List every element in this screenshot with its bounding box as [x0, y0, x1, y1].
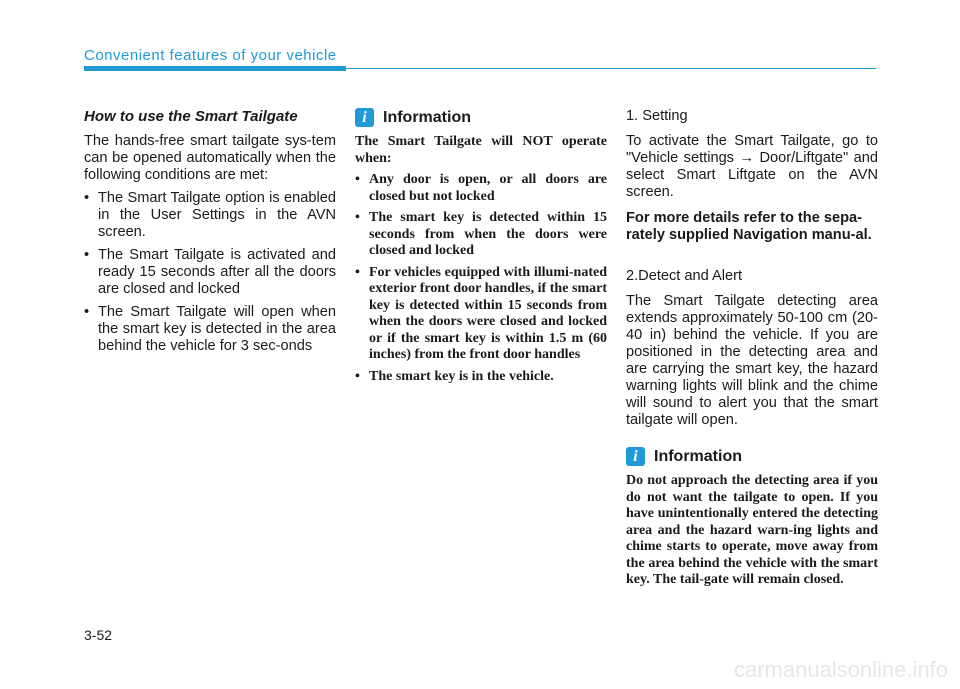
list-item-text: The Smart Tailgate option is enabled in the User Settings in the AVN screen.	[98, 190, 336, 240]
bullet-icon: •	[84, 247, 90, 263]
list-item-text: Any door is open, or all doors are closed but not locked	[369, 172, 607, 204]
list-item	[355, 265, 607, 364]
subsection-heading: How to use the Smart Tailgate	[84, 108, 298, 125]
information-icon: i	[355, 108, 374, 127]
bullet-icon: •	[84, 190, 90, 206]
bullet-icon: •	[355, 264, 360, 280]
step-2-title: 2.Detect and Alert	[626, 268, 743, 284]
information-header	[355, 108, 607, 127]
list-item-text: The Smart Tailgate will open when the smart key is detected in the area behind the vehicle for 3 sec-onds	[98, 304, 336, 354]
list-item	[355, 210, 607, 260]
watermark: carmanualsonline.info	[733, 657, 948, 682]
information-intro: The Smart Tailgate will NOT operate when:	[355, 134, 607, 166]
information-title: Information	[383, 108, 471, 126]
header-rule-thin	[346, 68, 876, 69]
column-2	[355, 108, 607, 390]
list-item-text: The Smart Tailgate is activated and ready 15 seconds after all the doors are closed and locked	[98, 247, 336, 297]
step-1-title: 1. Setting	[626, 108, 688, 124]
not-operate-list	[355, 172, 607, 385]
section-title: Convenient features of your vehicle	[84, 47, 337, 64]
page-number: 3-52	[84, 627, 113, 643]
list-item-text: The smart key is in the vehicle.	[369, 368, 554, 384]
information-header-2	[626, 447, 878, 466]
step-2-text: The Smart Tailgate detecting area extends approximately 50-100 cm (20-40 in) behind the vehicle. If you are positioned in the detecting area and are carrying the smart key, the hazard warning lights will blink and the chime will sound to alert you that the smart tailgate will open.	[626, 293, 878, 428]
information-title: Information	[654, 447, 742, 465]
bullet-icon: •	[355, 368, 360, 384]
list-item	[355, 172, 607, 205]
list-item-text: For vehicles equipped with illumi-nated exterior front door handles, if the smart key is detected within 15 seconds from when the doors were closed and locked or if the smart key is within 1.5 m (60 inches) from the front door handles	[369, 264, 607, 362]
list-item-text: The smart key is detected within 15 seconds from when the doors were closed and locked	[369, 210, 607, 258]
list-item	[84, 190, 336, 241]
list-item	[355, 369, 607, 386]
step-1-bold-note: For more details refer to the sepa-rately supplied Navigation manu-al.	[626, 210, 872, 243]
list-item	[84, 304, 336, 355]
column-3	[626, 108, 878, 589]
bullet-icon: •	[84, 304, 90, 320]
column-1	[84, 108, 336, 361]
bullet-icon: •	[355, 210, 360, 225]
bullet-icon: •	[355, 172, 360, 187]
information-text: Do not approach the detecting area if you do not want the tailgate to open. If you have unintentionally entered the detecting area and the hazard warn-ing lights and chime starts to operate, move away from the area behind the vehicle with the smart key. The tail-gate will remain closed.	[626, 473, 878, 587]
intro-paragraph: The hands-free smart tailgate sys-tem can be opened automatically when the following conditions are met:	[84, 133, 336, 183]
information-icon: i	[626, 447, 645, 466]
list-item	[84, 247, 336, 298]
step-1-text: To activate the Smart Tailgate, go to "Vehicle settings → Door/Liftgate" and select Smart Liftgate on the AVN screen.	[626, 133, 878, 200]
header-rule-thick	[84, 66, 346, 71]
conditions-list	[84, 190, 336, 355]
